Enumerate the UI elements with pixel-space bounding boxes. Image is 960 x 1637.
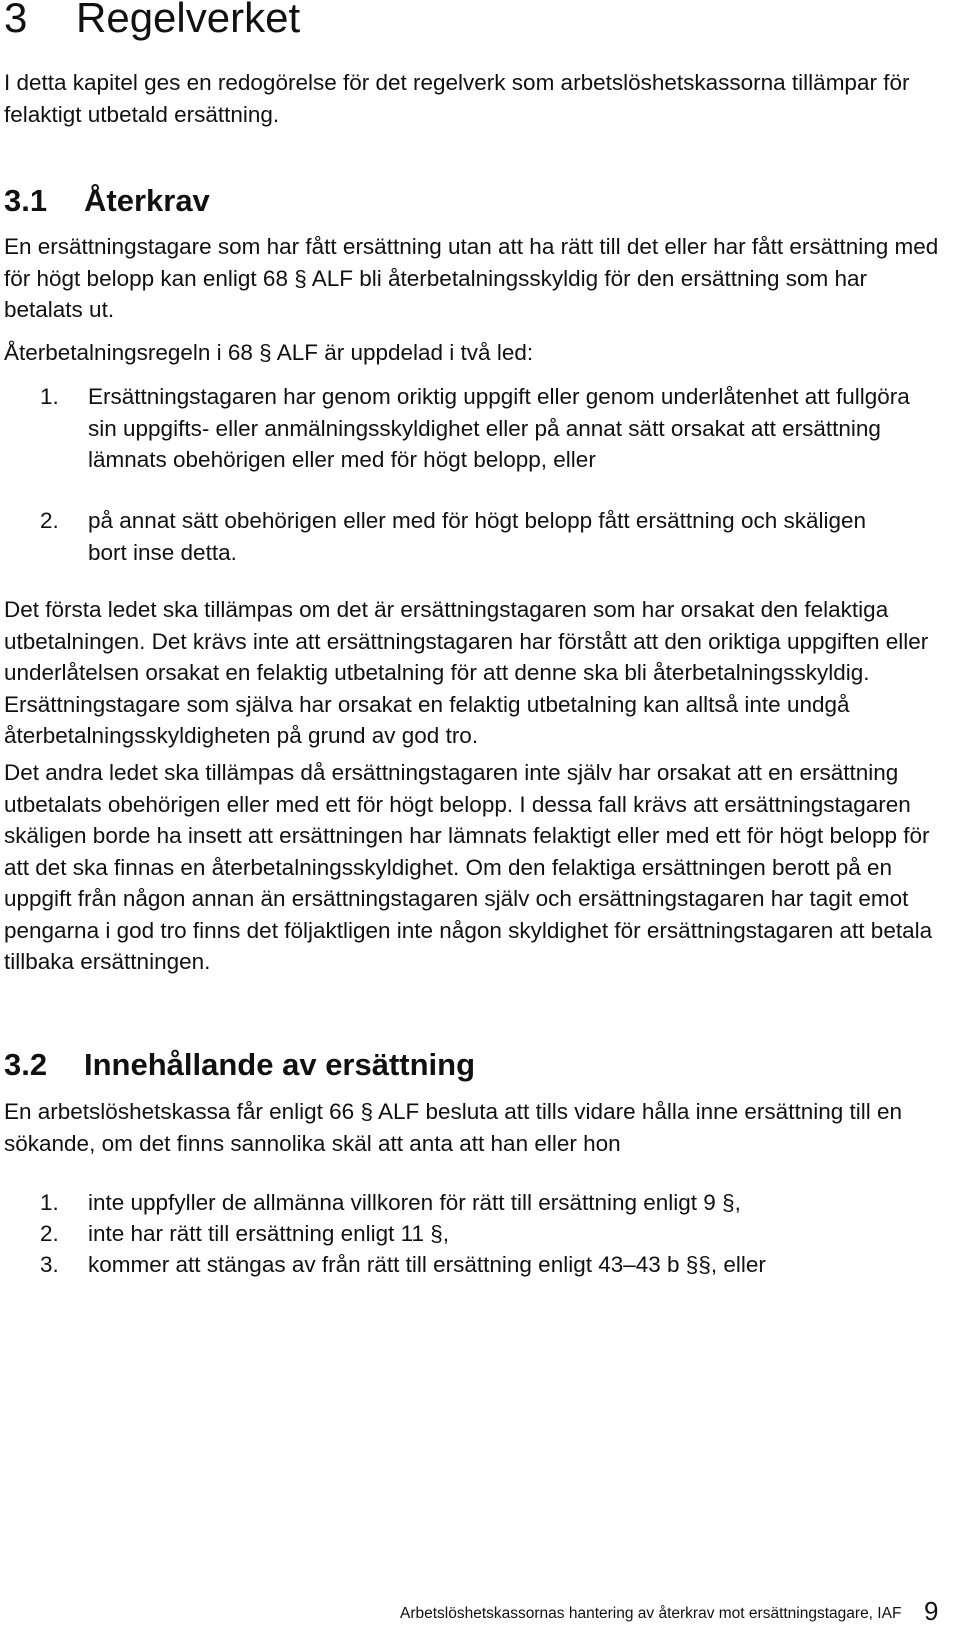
section-number: 3.2 — [4, 1047, 48, 1082]
list-item — [40, 1187, 940, 1219]
section-heading-3-1 — [4, 181, 944, 221]
list-text: inte har rätt till ersättning enligt 11 §, — [88, 1221, 450, 1246]
section-title: Innehållande av ersättning — [84, 1047, 476, 1082]
section-number: 3.1 — [4, 183, 48, 218]
paragraph: En arbetslöshetskassa får enligt 66 § ALF besluta att tills vidare hålla inne ersättning till en sökande, om det finns sannolika skäl att anta att han eller hon — [4, 1099, 903, 1156]
paragraph: Det första ledet ska tillämpas om det är ersättningstagaren som har orsakat den felaktiga utbetalningen. Det krävs inte att ersättningstagaren har förstått att den oriktiga uppgiften eller underlåtelsen orsakat en felaktig utbetalning för att denne ska bli återbetalningsskyldig. Ersättningstagare som själva har orsakat en felaktig utbetalning kan alltså inte undgå återbetalningsskyldigheten på grund av god tro. — [4, 597, 929, 748]
list-number: 2. — [40, 1221, 59, 1246]
paragraph: En ersättningstagare som har fått ersättning utan att ha rätt till det eller har fått ersättning med för högt belopp kan enligt 68 § ALF bli återbetalningsskyldig för den ersättning som har betalats ut. — [4, 234, 939, 322]
list-text: inte uppfyller de allmänna villkoren för rätt till ersättning enligt 9 §, — [88, 1190, 741, 1215]
list-number: 2. — [40, 508, 59, 533]
list-item — [40, 505, 900, 568]
section-heading-3-2 — [4, 1045, 944, 1085]
list-number: 3. — [40, 1252, 59, 1277]
list-text: på annat sätt obehörigen eller med för högt belopp fått ersättning och skäligen bort inse detta. — [88, 508, 867, 565]
paragraph: Det andra ledet ska tillämpas då ersättningstagaren inte själv har orsakat att en ersättning utbetalats obehörigen eller med ett för högt belopp. I dessa fall krävs att ersättningstagaren skäligen borde ha insett att ersättningen har lämnats felaktigt eller med ett för högt belopp för att det ska finnas en återbetalningsskyldighet. Om den felaktiga ersättningen berott på en uppgift från någon annan än ersättningstagaren själv och ersättningstagaren har tagit emot pengarna i god tro finns det följaktligen inte någon skyldighet för ersättningstagaren att betala tillbaka ersättningen. — [4, 760, 933, 974]
list-text: kommer att stängas av från rätt till ersättning enligt 43–43 b §§, eller — [88, 1252, 766, 1277]
paragraph: Återbetalningsregeln i 68 § ALF är uppdelad i två led: — [4, 340, 534, 365]
chapter-number: 3 — [4, 0, 28, 41]
list-number: 1. — [40, 1190, 59, 1215]
chapter-title: Regelverket — [76, 0, 301, 41]
list-item — [40, 1249, 940, 1281]
list-number: 1. — [40, 384, 59, 409]
list-item — [40, 1218, 940, 1250]
chapter-heading — [4, 0, 944, 44]
page-number: 9 — [924, 1596, 939, 1626]
list-item — [40, 381, 940, 476]
chapter-intro: I detta kapitel ges en redogörelse för det regelverk som arbetslöshetskassorna tillämpar för felaktigt utbetald ersättning. — [4, 70, 910, 127]
section-title: Återkrav — [84, 183, 210, 218]
footer-text: Arbetslöshetskassornas hantering av återkrav mot ersättningstagare, IAF — [400, 1605, 902, 1622]
list-text: Ersättningstagaren har genom oriktig uppgift eller genom underlåtenhet att fullgöra sin uppgifts- eller anmälningsskyldighet eller på annat sätt orsakat att ersättning lämnats obehörigen eller med för högt belopp, eller — [88, 384, 910, 472]
